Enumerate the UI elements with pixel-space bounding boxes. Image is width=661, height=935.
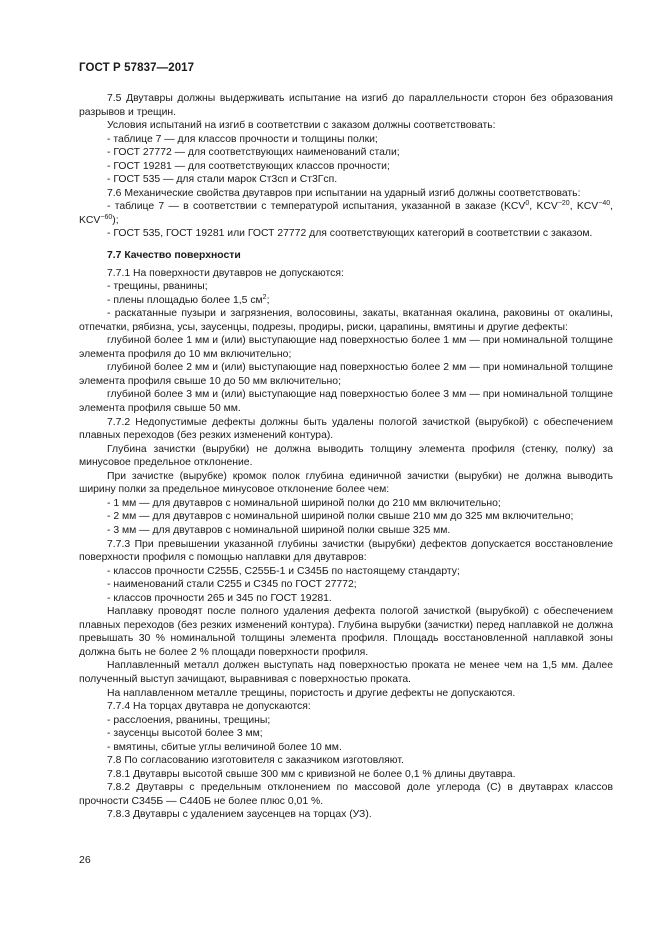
list-item: - плены площадью более 1,5 $см^2$; [107,293,270,306]
paragraph: Глубина зачистки (вырубки) не должна выводить толщину элемента профиля (стенку, полку) за минусовое предельное отклонение. [79,443,613,469]
list-item-kcv: - таблице 7 — в соответствии с температурой испытания, указанной в заказе (KCV$^0$, $KCV^{-20}$, $KCV^{-40}$, $KCV^{-60}$); [79,200,613,226]
page-number: 26 [79,854,91,866]
clause-7-8-3: 7.8.3 Двутавры с удалением заусенцев на торцах (УЗ). [107,809,372,821]
paragraph: глубиной более 2 мм и (или) выступающие над поверхностью более 2 мм — при номинальной толщине элемента профиля свыше 10 до 50 мм включительно; [79,362,613,387]
list-item: - 1 мм — для двутавров с номинальной шириной полки до 210 мм включительно; [107,497,501,509]
paragraph: При зачистке (вырубке) кромок полок глубина единичной зачистки (вырубки) не должна выводить ширину полки за предельное минусовое отклонение более чем: [79,470,613,496]
clause-7-7-4: 7.7.4 На торцах двутавра не допускаются: [107,701,311,713]
page-body [79,92,613,822]
paragraph: глубиной более 1 мм и (или) выступающие над поверхностью более 1 мм — при номинальной толщине элемента профиля до 10 мм включительно; [79,335,613,360]
list-item: - вмятины, сбитые углы величиной более 10 мм. [107,741,342,753]
page-header: ГОСТ Р 57837—2017 [79,62,195,74]
list-item: - ГОСТ 535, ГОСТ 19281 или ГОСТ 27772 для соответствующих категорий в соответствии с заказом. [107,228,593,240]
clause-7-8-2: 7.8.2 Двутавры с предельным отклонением по массовой доле углерода (С) в двутаврах классов прочности С345Б — С440Б не более плюс 0,01 %. [79,782,613,807]
list-item: - раскатанные пузыри и загрязнения, волосовины, закаты, вкатанная окалина, раковины от окалины, отпечатки, рябизна, усы, заусенцы, подрезы, продиры, риски, царапины, вмятины и другие дефекты: [79,308,613,333]
section-heading-7-7: 7.7 Качество поверхности [107,250,241,262]
list-item: - расслоения, рванины, трещины; [107,714,271,726]
list-item: - классов прочности С255Б, С255Б-1 и С345Б по настоящему стандарту; [107,565,460,577]
list-item: - трещины, рванины; [107,281,208,293]
paragraph: На наплавленном металле трещины, пористость и другие дефекты не допускаются. [107,687,516,699]
list-item: - ГОСТ 535 — для стали марок Ст3сп и Ст3Гсп. [107,174,338,186]
clause-7-6: 7.6 Механические свойства двутавров при испытании на ударный изгиб должны соответствовать: [107,187,581,199]
list-item: - классов прочности 265 и 345 по ГОСТ 19281. [107,592,332,604]
list-item: - наименований стали С255 и С345 по ГОСТ 27772; [107,579,357,591]
list-item: - таблице 7 — для классов прочности и толщины полки; [107,133,378,145]
list-item: - ГОСТ 19281 — для соответствующих классов прочности; [107,160,390,172]
list-item: - заусенцы высотой более 3 мм; [107,728,263,740]
clause-7-8-1: 7.8.1 Двутавры высотой свыше 300 мм с кривизной не более 0,1 % длины двутавра. [107,768,516,780]
list-item: - ГОСТ 27772 — для соответствующих наименований стали; [107,147,400,159]
clause-7-7-3: 7.7.3 При превышении указанной глубины зачистки (вырубки) дефектов допускается восстановление поверхности профиля с помощью наплавки для двутавров: [79,538,613,564]
paragraph: Наплавку проводят после полного удаления дефекта пологой зачисткой (вырубкой) с обеспечением плавных переходов (без резких изменений контура). Глубина вырубки (зачистки) перед наплавкой не должна превышать 30 % номинальной толщины элемента профиля. Площадь восстановленной наплавкой зоны должна быть не более 2 % площади поверхности профиля. [79,606,613,658]
clause-7-7-2: 7.7.2 Недопустимые дефекты должны быть удалены пологой зачисткой (вырубкой) с обеспечением плавных переходов (без резких изменений контура). [79,416,613,442]
paragraph: Условия испытаний на изгиб в соответствии с заказом должны соответствовать: [107,120,496,132]
clause-7-8: 7.8 По согласованию изготовителя с заказчиком изготовляют. [107,755,404,767]
list-item: - 3 мм — для двутавров с номинальной шириной полки свыше 325 мм. [107,524,451,536]
clause-7-7-1: 7.7.1 На поверхности двутавров не допускаются: [107,267,344,279]
list-item: - 2 мм — для двутавров с номинальной шириной полки свыше 210 мм до 325 мм включительно; [107,511,574,523]
paragraph: глубиной более 3 мм и (или) выступающие над поверхностью более 3 мм — при номинальной толщине элемента профиля свыше 50 мм. [79,389,613,415]
paragraph: Наплавленный металл должен выступать над поверхностью проката не менее чем на 1,5 мм. Далее полученный выступ зачищают, выравнивая с поверхностью проката. [79,660,613,685]
clause-7-5: 7.5 Двутавры должны выдерживать испытание на изгиб до параллельности сторон без образования разрывов и трещин. [79,93,613,118]
